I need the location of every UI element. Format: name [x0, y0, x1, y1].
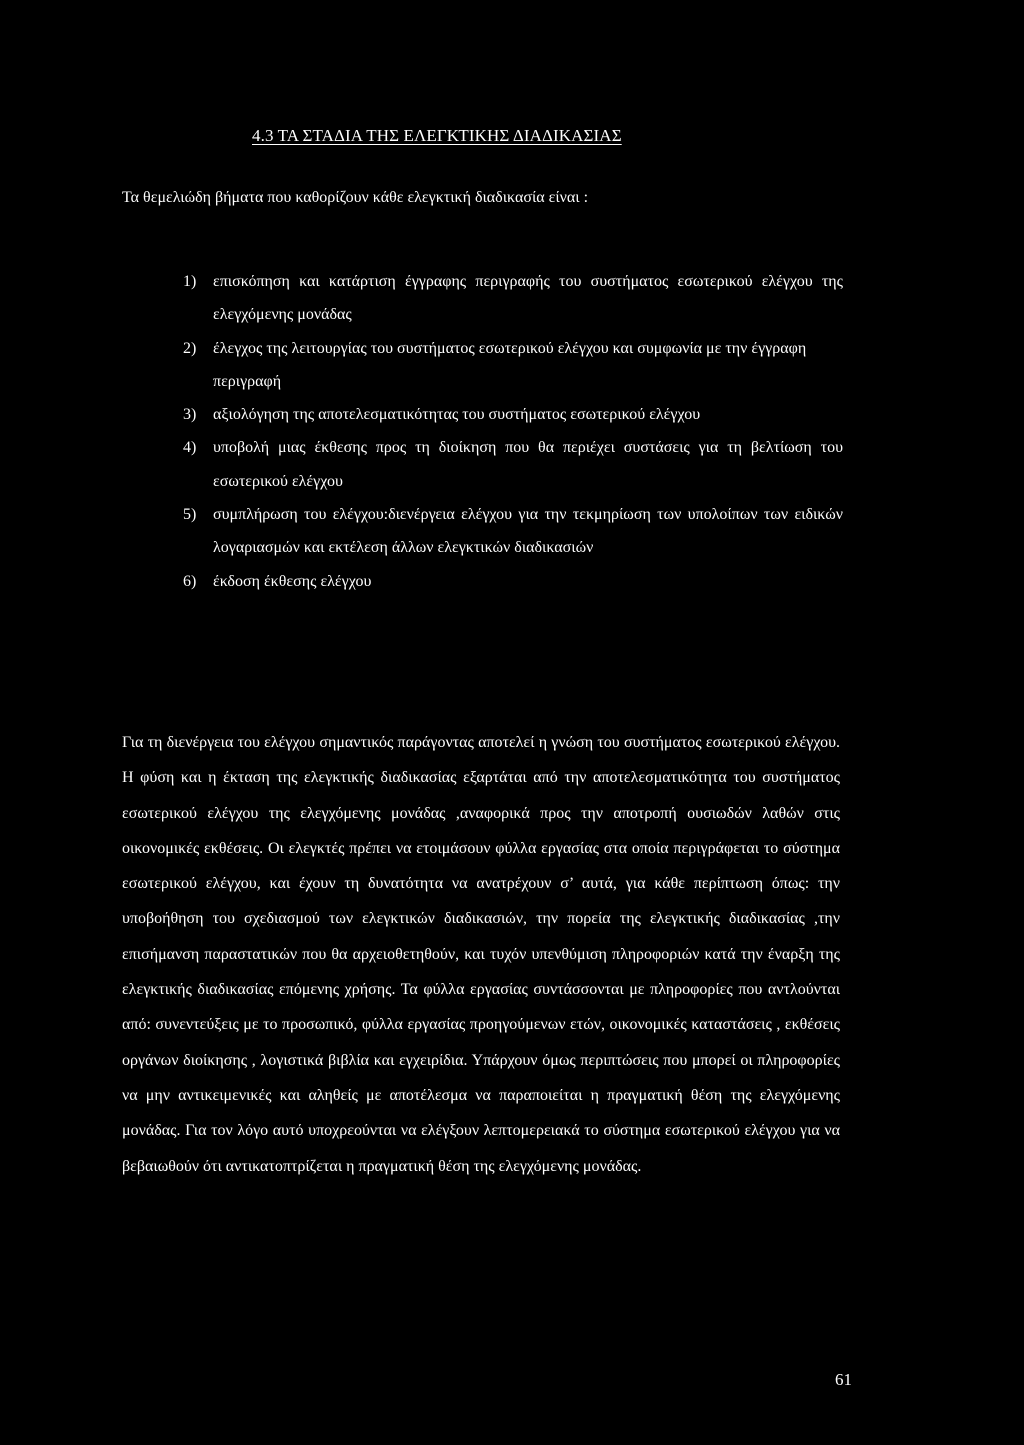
list-item-number: 5) [183, 506, 197, 524]
list-item [183, 265, 843, 332]
body-paragraph: Για τη διενέργεια του ελέγχου σημαντικός παράγοντας αποτελεί η γνώση του συστήματος εσωτερικού ελέγχου. Η φύση και η έκταση της ελεγκτικής διαδικασίας εξαρτάται από την αποτελεσματικότητα του συστήματος εσωτερικού ελέγχου της ελεγχόμενης μονάδας ,αναφορικά προς την αποτροπή ουσιωδών λαθών στις οικονομικές εκθέσεις. Οι ελεγκτές πρέπει να ετοιμάσουν φύλλα εργασίας στα οποία περιγράφεται το σύστημα εσωτερικού ελέγχου, και έχουν τη δυνατότητα να ανατρέχουν σ’ αυτά, για κάθε περίπτωση όπως: την υποβοήθηση του σχεδιασμού των ελεγκτικών διαδικασιών, την πορεία της ελεγκτικής διαδικασίας ,την επισήμανση παραστατικών που θα αρχειοθετηθούν, και τυχόν υπενθύμιση πληροφοριών κατά την έναρξη της ελεγκτικής διαδικασίας επόμενης χρήσης. Τα φύλλα εργασίας συντάσσονται με πληροφορίες που αντλούνται από: συνεντεύξεις με το προσωπικό, φύλλα εργασίας προηγούμενων ετών, οικονομικές καταστάσεις , εκθέσεις οργάνων διοίκησης , λογιστικά βιβλία και εγχειρίδια. Υπάρχουν όμως περιπτώσεις που μπορεί οι πληροφορίες να μην αντικειμενικές και αληθείς με αποτέλεσμα να παραποιείται η πραγματική θέση της ελεγχόμενης μονάδας. Για τον λόγο αυτό υποχρεούνται να ελέγξουν λεπτομερειακά το σύστημα εσωτερικού ελέγχου για να βεβαιωθούν ότι αντικατοπτρίζεται η πραγματική θέση της ελεγχόμενης μονάδας. [122, 734, 840, 1175]
list-item-text: επισκόπηση και κατάρτιση έγγραφης περιγραφής του συστήματος εσωτερικού ελέγχου της ελεγχόμενης μονάδας [213, 273, 843, 324]
list-item-text: έλεγχος της λειτουργίας του συστήματος εσωτερικού ελέγχου και συμφωνία με την έγγραφη περιγραφή [213, 339, 807, 390]
section-title: 4.3 ΤΑ ΣΤΑΔΙΑ ΤΗΣ ΕΛΕΓΚΤΙΚΗΣ ΔΙΑΔΙΚΑΣΙΑΣ [252, 126, 622, 145]
list-item-text: συμπλήρωση του ελέγχου:διενέργεια ελέγχου για την τεκμηρίωση των υπολοίπων των ειδικών λογαριασμών και εκτέλεση άλλων ελεγκτικών διαδικασιών [213, 506, 843, 557]
list-item-number: 4) [183, 439, 197, 457]
list-item [183, 431, 843, 498]
intro-sentence: Τα θεμελιώδη βήματα που καθορίζουν κάθε ελεγκτική διαδικασία είναι : [122, 189, 589, 206]
list-item-number: 3) [183, 406, 197, 424]
list-item-number: 1) [183, 273, 197, 290]
list-item [183, 332, 843, 399]
list-item [183, 498, 843, 565]
list-item-text: υποβολή μιας έκθεσης προς τη διοίκηση που θα περιέχει συστάσεις για τη βελτίωση του εσωτερικού ελέγχου [213, 439, 843, 490]
list-item [183, 398, 843, 431]
steps-list [183, 265, 843, 598]
page-number: 61 [835, 1370, 852, 1389]
list-item-text: έκδοση έκθεσης ελέγχου [213, 572, 372, 590]
list-item-number: 2) [183, 339, 197, 357]
list-item [183, 565, 843, 598]
list-item-text: αξιολόγηση της αποτελεσματικότητας του συστήματος εσωτερικού ελέγχου [213, 406, 701, 424]
list-item-number: 6) [183, 572, 197, 590]
